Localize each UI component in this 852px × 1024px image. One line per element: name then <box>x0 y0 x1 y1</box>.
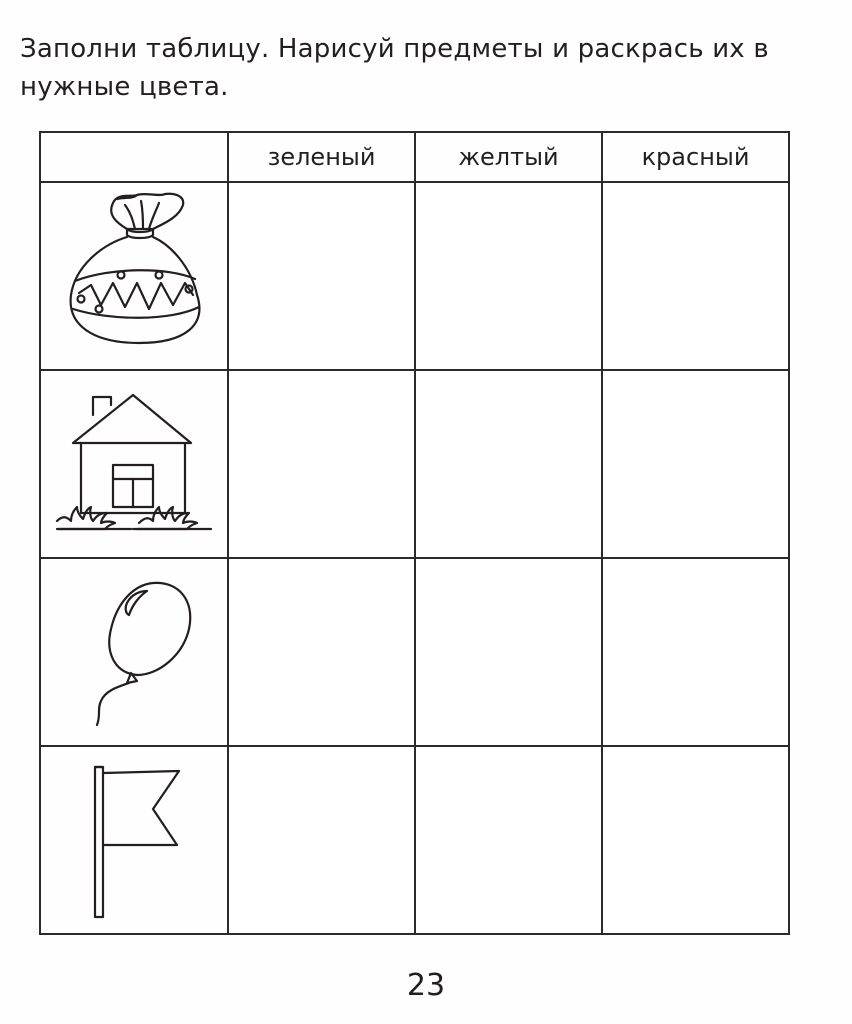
table-header-row <box>40 132 789 182</box>
draw-cell-green[interactable] <box>228 746 415 934</box>
header-cell-green: зеленый <box>228 132 415 182</box>
draw-cell-red[interactable] <box>602 746 789 934</box>
draw-cell-yellow[interactable] <box>415 746 602 934</box>
draw-cell-yellow[interactable] <box>415 370 602 558</box>
draw-cell-green[interactable] <box>228 182 415 370</box>
picture-cell <box>40 370 228 558</box>
instruction-text: Заполни таблицу. Нарисуй предметы и раскрась их в нужные цвета. <box>20 34 769 102</box>
coloring-table <box>39 131 790 935</box>
house-icon <box>41 371 229 557</box>
picture-cell <box>40 182 228 370</box>
table-row <box>40 746 789 934</box>
balloon-icon <box>41 559 229 745</box>
draw-cell-red[interactable] <box>602 558 789 746</box>
page-number: 23 <box>406 968 446 1003</box>
picture-cell <box>40 558 228 746</box>
draw-cell-yellow[interactable] <box>415 558 602 746</box>
header-cell-red: красный <box>602 132 789 182</box>
header-cell-empty <box>40 132 228 182</box>
picture-cell <box>40 746 228 934</box>
candy-bag-icon <box>41 183 229 369</box>
table-row <box>40 182 789 370</box>
draw-cell-green[interactable] <box>228 558 415 746</box>
table-row <box>40 558 789 746</box>
draw-cell-red[interactable] <box>602 182 789 370</box>
table-row <box>40 370 789 558</box>
draw-cell-red[interactable] <box>602 370 789 558</box>
header-cell-yellow: желтый <box>415 132 602 182</box>
draw-cell-yellow[interactable] <box>415 182 602 370</box>
draw-cell-green[interactable] <box>228 370 415 558</box>
flag-icon <box>41 747 229 933</box>
